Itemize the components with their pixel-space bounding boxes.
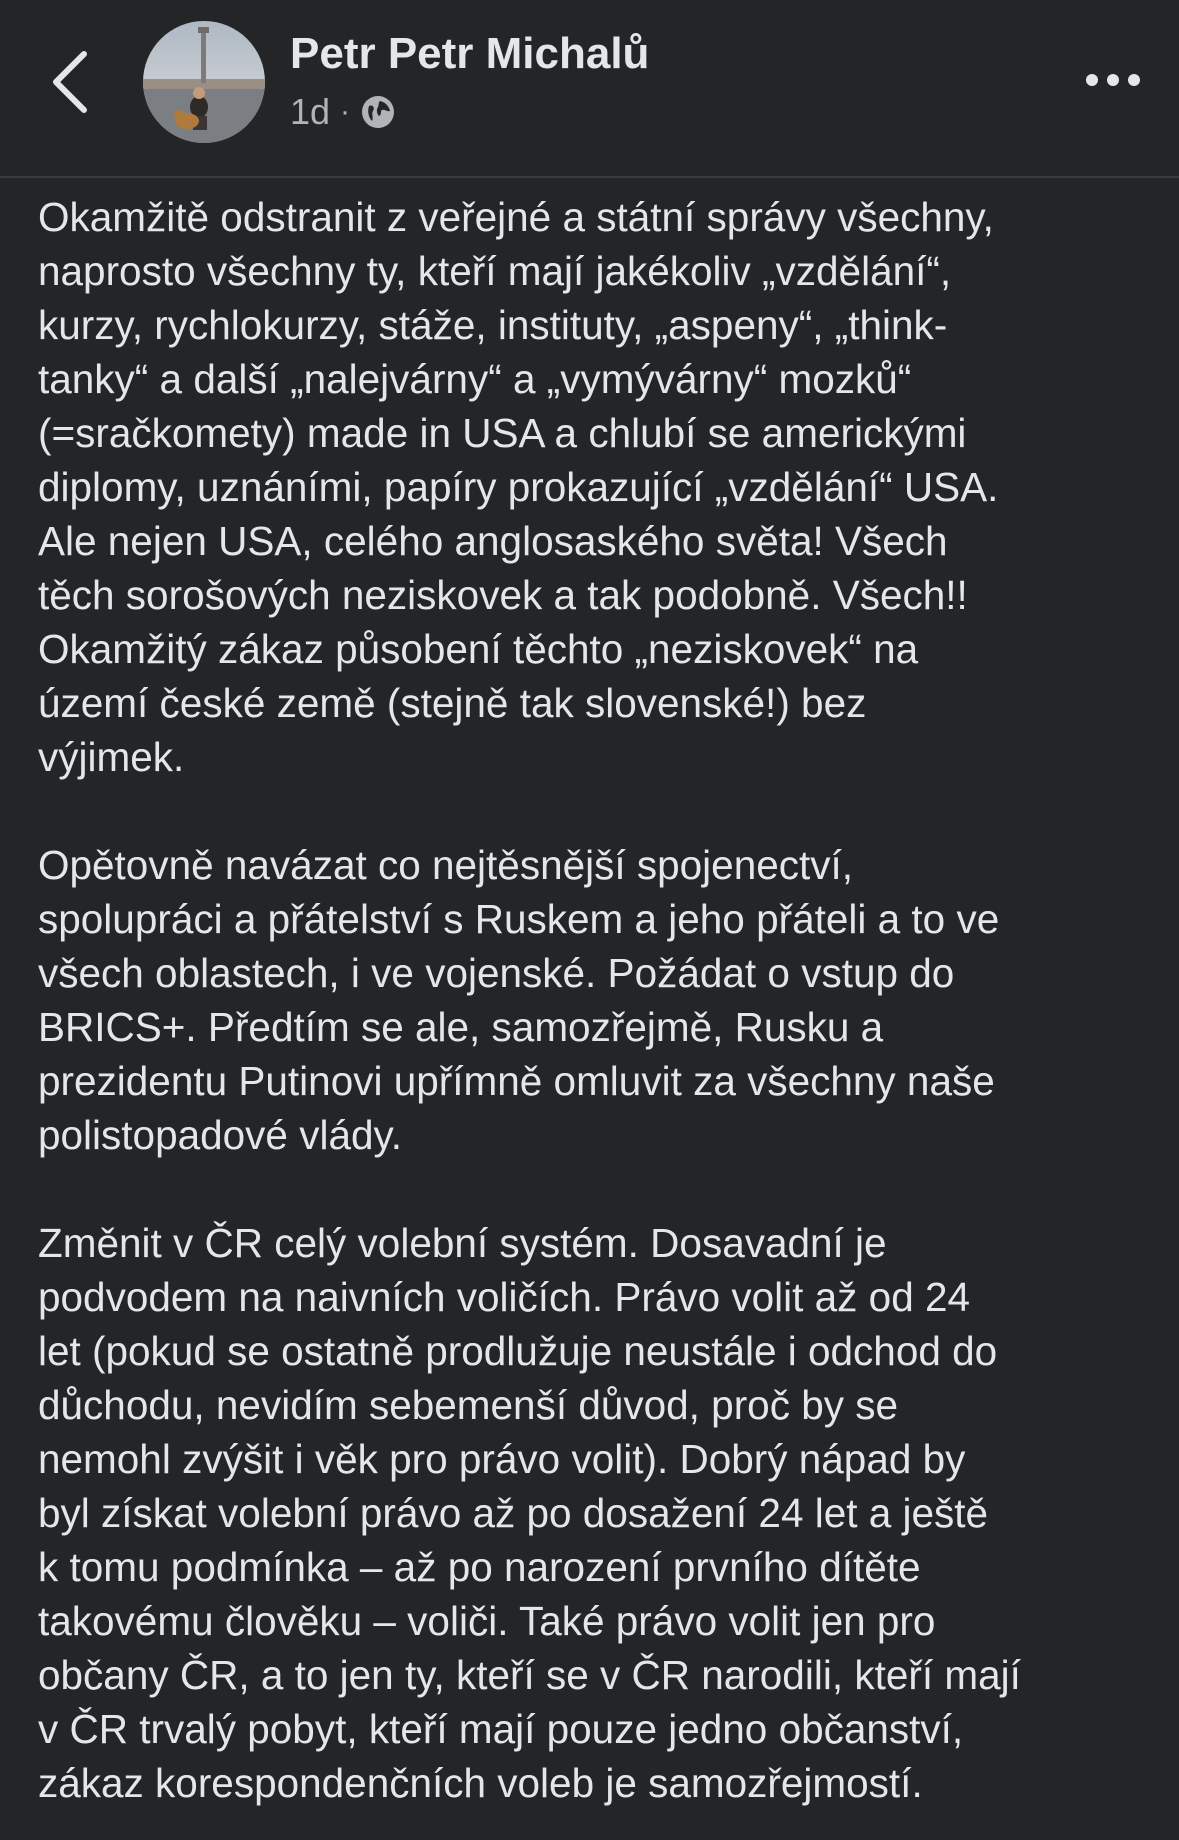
globe-icon <box>360 94 396 130</box>
post-text-line: Změnit v ČR celý volební systém. Dosavadní je <box>38 1220 887 1266</box>
post-body <box>38 190 1148 1810</box>
post-text-line: v ČR trvalý pobyt, kteří mají pouze jedno občanství, <box>38 1706 964 1752</box>
back-button[interactable] <box>38 38 108 126</box>
more-horizontal-icon-dot <box>1107 74 1119 86</box>
post-text-line: Okamžitý zákaz působení těchto „neziskovek“ na <box>38 626 919 672</box>
post-text-line: naprosto všechny ty, kteří mají jakékoliv „vzdělání“, <box>38 248 952 294</box>
post-text-line: kurzy, rychlokurzy, stáže, instituty, „aspeny“, „think- <box>38 302 948 348</box>
post-text-line: nemohl zvýšit i věk pro právo volit). Dobrý nápad by <box>38 1436 966 1482</box>
more-horizontal-icon-dot <box>1128 74 1140 86</box>
post-text-line: těch sorošových neziskovek a tak podobně. Všech!! <box>38 572 968 618</box>
post-text-line: (=sračkomety) made in USA a chlubí se americkými <box>38 410 967 456</box>
post-paragraph <box>38 190 1148 784</box>
avatar-photo <box>143 21 265 143</box>
post-text-line: polistopadové vlády. <box>38 1112 402 1158</box>
post-text-line: podvodem na naivních voličích. Právo volit až od 24 <box>38 1274 971 1320</box>
post-text-line: Ale nejen USA, celého anglosaského světa! Všech <box>38 518 948 564</box>
post-text-line: důchodu, nevidím sebemenší důvod, proč by se <box>38 1382 899 1428</box>
post-text-line: k tomu podmínka – až po narození prvního dítěte <box>38 1544 921 1590</box>
post-text-line: let (pokud se ostatně prodlužuje neustále i odchod do <box>38 1328 998 1374</box>
post-text-line: byl získat volební právo až po dosažení 24 let a ještě <box>38 1490 989 1536</box>
post-text-line: zákaz korespondenčních voleb je samozřejmostí. <box>38 1760 923 1806</box>
post-text-line: tanky“ a další „nalejvárny“ a „vymývárny“ mozků“ <box>38 356 912 402</box>
post-text-line: výjimek. <box>38 734 185 780</box>
post-meta <box>290 90 396 134</box>
post-timestamp[interactable]: 1d <box>290 91 331 132</box>
post-header <box>0 0 1179 178</box>
post-text-line: diplomy, uznáními, papíry prokazující „vzdělání“ USA. <box>38 464 999 510</box>
post-paragraph <box>38 1216 1148 1810</box>
post-text-line: Opětovně navázat co nejtěsnější spojenectví, <box>38 842 854 888</box>
post-paragraph <box>38 838 1148 1162</box>
author-name[interactable]: Petr Petr Michalů <box>290 29 650 78</box>
more-options-button[interactable] <box>1068 60 1158 100</box>
more-horizontal-icon-dot <box>1086 74 1098 86</box>
post-text-line: území české země (stejně tak slovenské!) bez <box>38 680 867 726</box>
meta-separator: · <box>340 95 351 128</box>
post-text-line: takovému člověku – voliči. Také právo volit jen pro <box>38 1598 936 1644</box>
post-text-line: Okamžitě odstranit z veřejné a státní správy všechny, <box>38 194 994 240</box>
post-text-line: občany ČR, a to jen ty, kteří se v ČR narodili, kteří mají <box>38 1652 1021 1698</box>
chevron-left-icon <box>38 38 108 126</box>
post-text-line: spolupráci a přátelství s Ruskem a jeho přáteli a to ve <box>38 896 1000 942</box>
avatar[interactable] <box>143 21 265 143</box>
post-text-line: prezidentu Putinovi upřímně omluvit za všechny naše <box>38 1058 995 1104</box>
post-text-line: všech oblastech, i ve vojenské. Požádat o vstup do <box>38 950 955 996</box>
post-text-line: BRICS+. Předtím se ale, samozřejmě, Rusku a <box>38 1004 884 1050</box>
